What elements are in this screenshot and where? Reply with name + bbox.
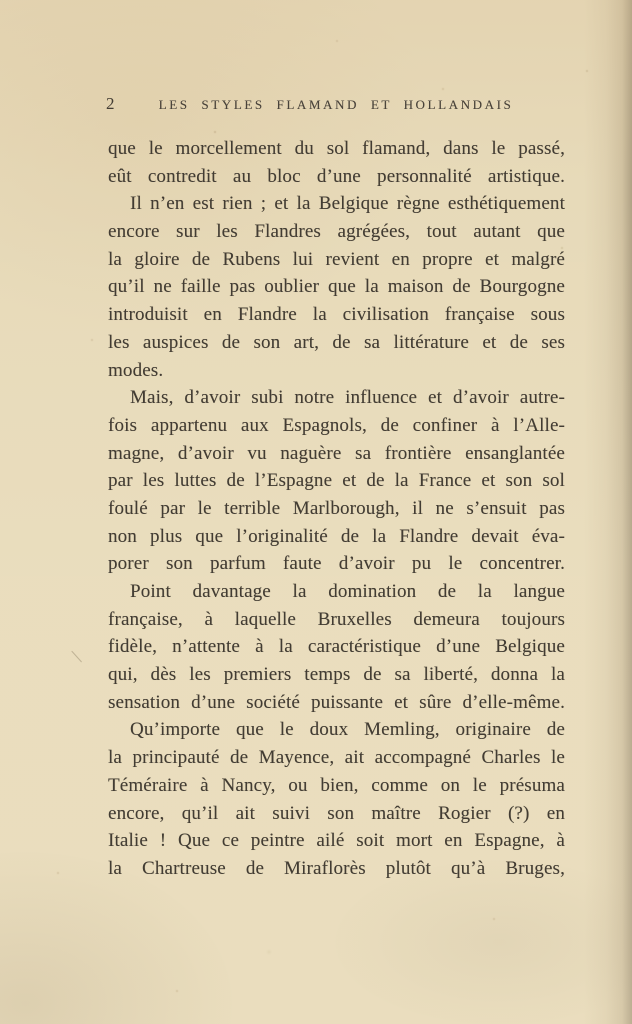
text-line: Point davantage la domination de la langue [130,581,565,602]
text-line: modes. [108,359,164,381]
text-line: Qu’importe que le doux Memling, originaire de [130,719,565,741]
text-line: fois appartenu aux Espagnols, de confiner à l’Alle- [108,414,565,436]
text-line: fidèle, n’attente à la caractéristique d’une Belgique [108,636,565,658]
text-line: qu’il ne faille pas oublier que la maison de Bourgogne [108,276,565,298]
text-line: eût contredit au bloc d’une personnalité artistique. [108,165,565,187]
stray-pencil-mark [71,651,82,663]
text-line: que le morcellement du sol flamand, dans le passé, [108,138,565,159]
text-line: Mais, d’avoir subi notre influence et d’avoir autre- [130,387,565,409]
text-line: les auspices de son art, de sa littérature et de ses [108,331,565,353]
text-line: Italie ! Que ce peintre ailé soit mort en Espagne, à [108,830,565,852]
text-line: introduisit en Flandre la civilisation française sous [108,304,565,326]
text-line: la Chartreuse de Miraflorès plutôt qu’à Bruges, [108,857,565,879]
text-line: magne, d’avoir vu naguère sa frontière ensanglantée [108,442,565,464]
paper-speckles [0,0,2,2]
text-line: Téméraire à Nancy, ou bien, comme on le présuma [108,774,565,796]
text-line: foulé par le terrible Marlborough, il ne s’ensuit pas [108,497,565,519]
text-line: par les luttes de l’Espagne et de la France et son sol [108,470,565,492]
page-header [106,96,566,118]
running-title: LES STYLES FLAMAND ET HOLLANDAIS [158,97,514,112]
page-number: 2 [106,94,115,113]
page-body [108,135,565,883]
text-line: la principauté de Mayence, ait accompagné Charles le [108,747,565,769]
text-line: qui, dès les premiers temps de sa liberté, donna la [108,664,565,686]
text-line: sensation d’une société puissante et sûre d’elle-même. [108,691,565,713]
text-line: encore sur les Flandres agrégées, tout autant que [108,221,565,243]
text-line: non plus que l’originalité de la Flandre devait éva- [108,525,565,547]
text-line: Il n’en est rien ; et la Belgique règne esthétiquement [130,193,565,215]
text-line: encore, qu’il ait suivi son maître Rogier (?) en [108,802,565,824]
text-line: française, à laquelle Bruxelles demeura toujours [108,608,565,630]
text-line: la gloire de Rubens lui revient en propre et malgré [108,248,565,270]
text-line: porer son parfum faute d’avoir pu le concentrer. [108,553,565,575]
